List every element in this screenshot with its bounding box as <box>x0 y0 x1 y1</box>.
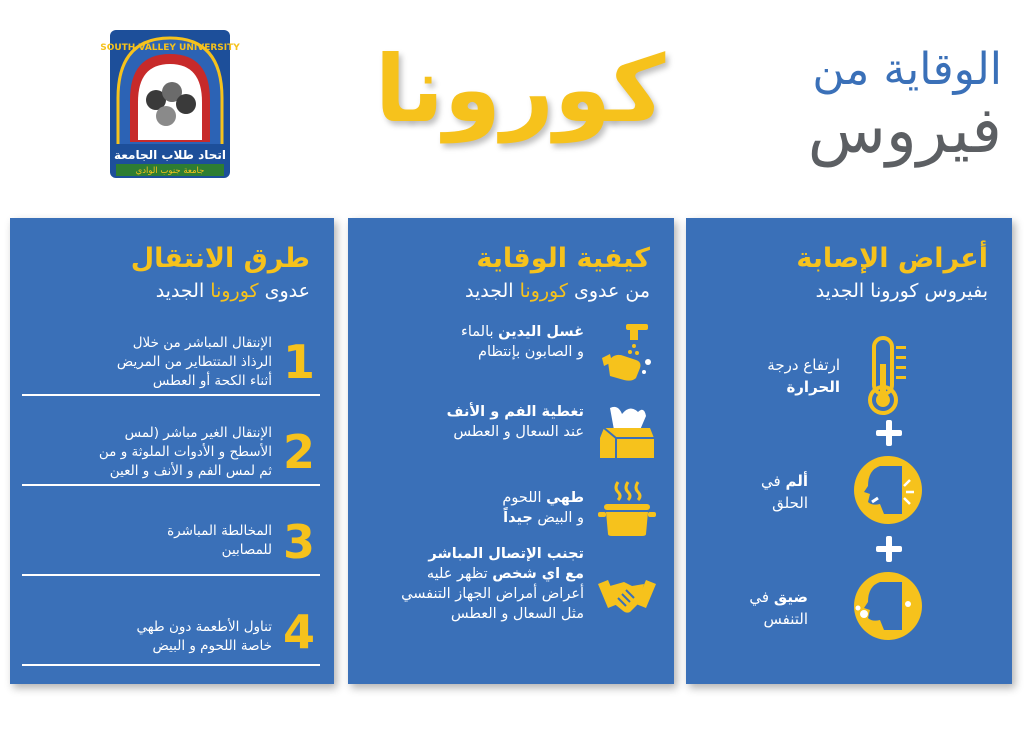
subtitle-part: من عدوى <box>567 280 650 302</box>
symptom-rest: في <box>761 472 786 490</box>
symptoms-panel <box>686 218 1012 684</box>
subtitle-part: عدوى <box>258 280 310 302</box>
item-line <box>360 508 584 528</box>
logo-main-text: اتحاد طلاب الجامعة <box>113 148 227 162</box>
symptom-text <box>708 470 808 514</box>
transmission-item <box>22 510 320 576</box>
item-bold: جيداً <box>503 510 533 526</box>
transmission-item <box>22 600 320 666</box>
symptom-line <box>708 470 808 492</box>
logo-sub-text: جامعة جنوب الوادي <box>135 166 205 176</box>
item-bold: تغطية الفم و الأنف <box>446 404 584 420</box>
symptom-line: الحلق <box>772 494 808 512</box>
subtitle-highlight: كورونا <box>519 280 568 302</box>
transmission-subtitle <box>20 278 310 304</box>
sore-throat-icon <box>850 452 926 528</box>
item-number: 4 <box>282 605 315 659</box>
item-text <box>26 522 272 560</box>
item-text <box>360 402 584 442</box>
item-line: المخالطة المباشرة <box>167 523 272 539</box>
item-bold: تجنب الإتصال المباشر <box>428 546 584 562</box>
hand-wash-icon <box>596 322 658 384</box>
transmission-title: طرق الانتقال <box>130 243 310 274</box>
item-line: الإنتقال المباشر من خلال <box>132 335 272 351</box>
symptom-bold: ضيق <box>773 588 808 606</box>
item-number: 3 <box>282 515 315 569</box>
item-text <box>26 618 272 656</box>
symptom-line <box>710 376 840 398</box>
item-line: الإنتقال الغير مباشر (لمس <box>124 425 272 441</box>
item-text <box>360 544 584 624</box>
prevention-item <box>360 322 662 388</box>
item-line: عند السعال و العطس <box>453 424 584 440</box>
transmission-item <box>22 330 320 396</box>
title-virus: فيروس <box>807 94 1002 168</box>
item-text <box>360 488 584 528</box>
university-logo <box>100 28 240 180</box>
transmission-item <box>22 420 320 486</box>
symptom-text <box>710 354 840 398</box>
item-number: 2 <box>282 425 315 479</box>
symptom-bold: ألم <box>785 472 808 490</box>
item-line <box>360 564 584 584</box>
item-bold: غسل اليدين <box>498 324 584 340</box>
prevention-item <box>360 402 662 468</box>
title-prevention-from: الوقاية من <box>812 44 1002 95</box>
item-line: تناول الأطعمة دون طهي <box>136 619 272 635</box>
item-line: خاصة اللحوم و البيض <box>152 638 272 654</box>
symptoms-title: أعراض الإصابة <box>796 243 988 274</box>
prevention-title: كيفية الوقاية <box>476 243 650 274</box>
item-line: للمصابين <box>221 542 272 558</box>
item-rest: اللحوم <box>502 490 547 506</box>
item-line: ثم لمس الفم و الأنف و العين <box>109 463 272 479</box>
symptom-bold: الحرارة <box>786 378 840 396</box>
item-line: أعراض أمراض الجهاز التنفسي <box>401 586 584 602</box>
item-line: الرذاذ المتتطاير من المريض <box>116 354 272 370</box>
plus-icon <box>876 420 902 446</box>
thermometer-icon <box>860 334 912 416</box>
item-line <box>360 544 584 564</box>
subtitle-part: الجديد <box>465 280 520 302</box>
item-number: 1 <box>282 335 315 389</box>
prevention-subtitle <box>358 278 650 304</box>
item-rest: و البيض <box>532 510 584 526</box>
item-line: الأسطح و الأدوات الملوثة و من <box>98 444 272 460</box>
item-rest: تظهر عليه <box>426 566 493 582</box>
symptoms-subtitle: بفيروس كورونا الجديد <box>815 280 988 302</box>
shortness-of-breath-icon <box>850 568 926 644</box>
plus-icon <box>876 536 902 562</box>
item-text <box>26 424 272 481</box>
handshake-icon <box>596 564 658 626</box>
subtitle-part: الجديد <box>155 280 211 302</box>
symptom-rest: في <box>749 588 774 606</box>
transmission-panel <box>10 218 334 684</box>
item-line <box>360 402 584 422</box>
item-rest: بالماء <box>461 324 499 340</box>
cooking-pot-icon <box>596 478 658 540</box>
symptom-line <box>708 586 808 608</box>
symptom-text <box>708 586 808 630</box>
item-text <box>360 322 584 362</box>
item-line <box>360 322 584 342</box>
corona-title: كورونا <box>374 36 666 143</box>
item-text <box>26 334 272 391</box>
prevention-item <box>360 478 662 544</box>
symptom-line: ارتفاع درجة <box>767 356 840 374</box>
prevention-item <box>360 544 662 640</box>
item-line: أثناء الكحة أو العطس <box>152 373 272 389</box>
item-line: و الصابون بإنتظام <box>478 344 584 360</box>
item-line: مثل السعال و العطس <box>450 606 584 622</box>
item-bold: مع اي شخص <box>492 566 584 582</box>
subtitle-highlight: كورونا <box>210 280 259 302</box>
item-bold: طهي <box>546 490 584 506</box>
item-line <box>360 488 584 508</box>
logo-arc-text: SOUTH VALLEY UNIVERSITY <box>100 43 240 53</box>
prevention-panel <box>348 218 674 684</box>
tissue-box-icon <box>596 402 658 464</box>
symptom-line: التنفس <box>763 610 808 628</box>
